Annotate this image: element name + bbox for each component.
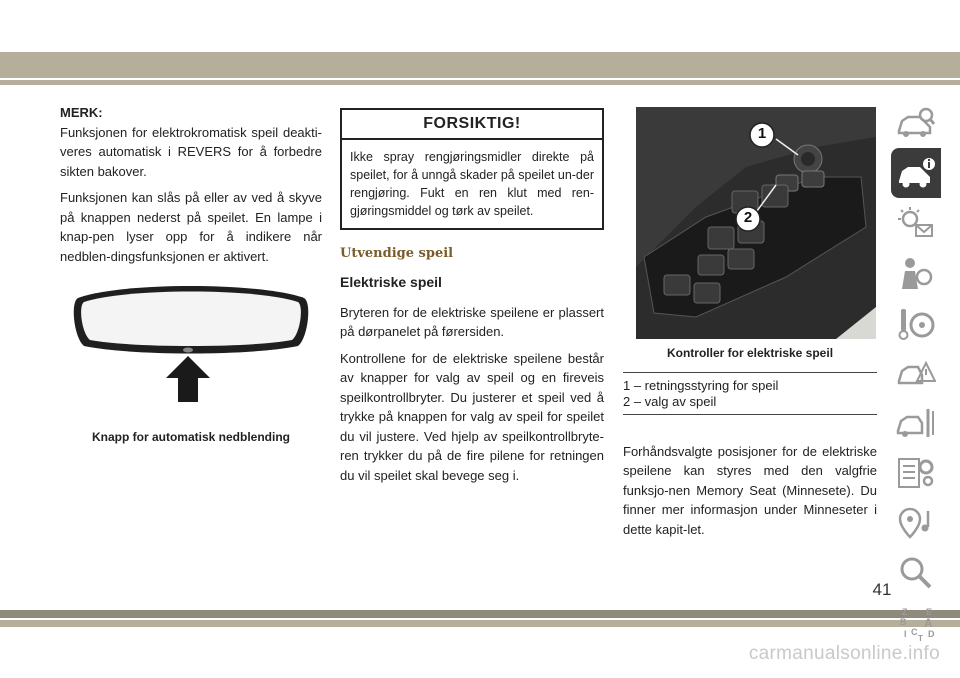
music-nav-icon[interactable] xyxy=(891,498,941,548)
warning-light-mail-icon[interactable] xyxy=(891,198,941,248)
chapter-sidebar xyxy=(891,98,941,648)
car-search-icon[interactable] xyxy=(891,98,941,148)
note-text: Funksjonen for elektrokromatisk speil deakti-veres automatisk i REVERS for å forbedre sikten bakover. xyxy=(60,124,322,179)
car-tools-icon[interactable] xyxy=(891,398,941,448)
caution-box xyxy=(340,108,604,230)
svg-text:A: A xyxy=(924,616,933,630)
legend-rule-bottom xyxy=(623,414,877,415)
column-left xyxy=(60,103,322,273)
watermark: carmanualsonline.info xyxy=(748,643,940,664)
controls-figure-caption: Kontroller for elektriske speil xyxy=(666,346,834,360)
alphabet-index-icon[interactable] xyxy=(891,598,941,648)
svg-text:Z: Z xyxy=(902,607,908,617)
subsection-title: Elektriske speil xyxy=(340,274,442,290)
key-steering-icon[interactable] xyxy=(891,298,941,348)
airbag-person-icon[interactable] xyxy=(891,248,941,298)
column-right xyxy=(623,344,877,546)
car-info-icon[interactable] xyxy=(891,148,941,198)
controls-paragraph: Kontrollene for de elektriske speilene består av knapper for valg av speil og en fireveis speilkontrollbryter. Du justerer et speil ved å trykke på knappen for valg av speil for speilet du vil justere. Ved hjelp av speilkontrollbryte-ren trykker du på de fire pilene for retningen du vil speilet skal bevege seg i. xyxy=(340,350,604,483)
magnifier-icon[interactable] xyxy=(891,548,941,598)
legend-item: 2 – valg av speil xyxy=(623,393,717,409)
callout-1: 1 xyxy=(757,125,767,142)
svg-text:I: I xyxy=(904,629,907,639)
mirror-figure xyxy=(60,280,322,444)
mirror-figure-caption: Knapp for automatisk nedblending xyxy=(91,430,290,444)
rearview-mirror-illustration xyxy=(60,280,322,430)
svg-text:B: B xyxy=(900,617,907,627)
header-band-thin xyxy=(0,80,960,85)
svg-text:D: D xyxy=(928,629,935,639)
memory-paragraph: Forhåndsvalgte posisjoner for de elektriske speilene kan styres med den valgfrie funksjo-nen Memory Seat (Minnesete). Du finner mer informasjon under Minneseter i dette kapit-let. xyxy=(623,443,877,537)
footer-band-dark xyxy=(0,610,960,618)
note-label: MERK: xyxy=(60,105,103,120)
header-band xyxy=(0,52,960,78)
figure-legend xyxy=(623,373,877,414)
legend-item: 1 – retningsstyring for speil xyxy=(623,377,779,393)
caution-text: Ikke spray rengjøringsmidler direkte på speilet, for å unngå skader på speilet un-der rengjøring. Fukt en ren klut med ren-gjøringsmiddel og tørk av speilet. xyxy=(350,149,594,218)
page-number: 41 xyxy=(872,580,892,599)
crash-warning-icon[interactable] xyxy=(891,348,941,398)
section-title: Utvendige speil xyxy=(340,245,454,261)
door-panel-photo xyxy=(636,107,876,339)
arrow-up-icon xyxy=(166,356,210,402)
svg-text:T: T xyxy=(918,634,923,641)
callout-2: 2 xyxy=(743,209,753,226)
switch-location-paragraph: Bryteren for de elektriske speilene er plassert på dørpanelet på førersiden. xyxy=(340,304,604,339)
mirror-toggle-paragraph: Funksjonen kan slås på eller av ved å skyve på knappen nederst på speilet. En lampe i knap-pen lyser opp for å indikere når nedblen-dingsfunksjonen er aktivert. xyxy=(60,190,322,264)
caution-title: FORSIKTIG! xyxy=(342,110,602,140)
svg-text:C: C xyxy=(911,627,918,637)
column-middle xyxy=(340,108,604,492)
svg-text:E: E xyxy=(926,607,933,617)
settings-list-icon[interactable] xyxy=(891,448,941,498)
footer-band xyxy=(0,620,960,627)
